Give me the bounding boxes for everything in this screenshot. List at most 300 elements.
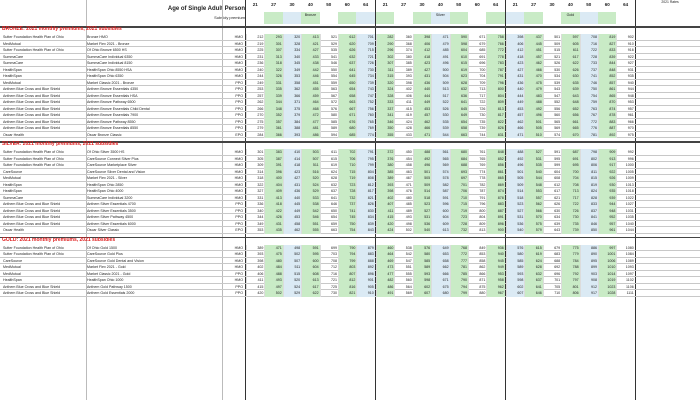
premium-cell: 778 — [468, 175, 486, 182]
premium-cell: 865 — [598, 93, 616, 100]
premium-cell: 827 — [598, 41, 616, 48]
premium-cell: 600 — [431, 208, 449, 215]
premium-cell: 471 — [394, 182, 412, 189]
network-cell: PPO — [235, 126, 243, 130]
premium-cell: 423 — [283, 169, 301, 176]
premium-cell: 387 — [264, 156, 282, 163]
premium-cell: 560 — [543, 112, 561, 119]
premium-cell: 765 — [468, 156, 486, 163]
premium-cell: 398 — [246, 258, 264, 265]
premium-cell: 459 — [301, 93, 319, 100]
premium-cell: 360 — [394, 34, 412, 41]
premium-cell: 659 — [320, 221, 338, 228]
premium-cell: 293 — [264, 34, 282, 41]
plan-cell: Oscar Bronze Classic — [87, 132, 122, 137]
premium-cell: 671 — [431, 277, 449, 284]
carrier-cell: Anthem Blue Cross and Blue Shield — [3, 221, 61, 226]
premium-cell: 484 — [264, 264, 282, 271]
plan-cell: Of Ohio Silver 3500 HS — [87, 150, 125, 154]
premium-cell: 471 — [413, 132, 431, 139]
premium-cell: 502 — [264, 290, 282, 297]
premium-cell: 535 — [431, 119, 449, 126]
premium-cell: 538 — [301, 201, 319, 208]
premium-cell: 530 — [543, 67, 561, 74]
premium-cell: 368 — [394, 41, 412, 48]
section-title: GOLD: 2021 monthly premiums, 2021 subsidies — [2, 236, 116, 243]
premium-cell: 476 — [394, 188, 412, 195]
premium-cell: 649 — [450, 112, 468, 119]
age-header: 30 — [419, 2, 425, 7]
premium-cell: 878 — [486, 195, 504, 202]
premium-cell: 1000 — [616, 162, 634, 169]
premium-cell: 663 — [320, 227, 338, 234]
premium-cell: 702 — [338, 149, 356, 156]
plan-cell: HealthSpan Ohio 6350 — [87, 74, 124, 78]
premium-cell: 1040 — [616, 221, 634, 228]
premium-cell: 428 — [394, 125, 412, 132]
premium-cell: 761 — [468, 149, 486, 156]
premium-cell: 880 — [468, 290, 486, 297]
premium-cell: 496 — [524, 112, 542, 119]
premium-cell: 791 — [486, 73, 504, 80]
premium-cell: 410 — [283, 149, 301, 156]
premium-cell: 1019 — [598, 277, 616, 284]
premium-cell: 765 — [356, 119, 374, 126]
premium-cell: 561 — [431, 149, 449, 156]
premium-cell: 547 — [394, 258, 412, 265]
plan-cell: Market Flex 2021 - Silver — [87, 176, 127, 180]
premium-cell: 687 — [561, 149, 579, 156]
premium-cell: 615 — [524, 245, 542, 252]
premium-cell: 680 — [431, 290, 449, 297]
premium-cell: 371 — [283, 99, 301, 106]
premium-cell: 431 — [506, 73, 524, 80]
premium-cell: 604 — [450, 47, 468, 54]
premium-cell: 787 — [468, 188, 486, 195]
premium-cell: 555 — [394, 271, 412, 278]
premium-cell: 527 — [524, 149, 542, 156]
premium-cell: 468 — [301, 106, 319, 113]
premium-cell: 796 — [468, 201, 486, 208]
premium-cell: 608 — [301, 271, 319, 278]
premium-cell: 632 — [524, 271, 542, 278]
premium-cell: 433 — [394, 132, 412, 139]
premium-cell: 746 — [580, 80, 598, 87]
premium-cell: 630 — [543, 208, 561, 215]
premium-cell: 819 — [598, 34, 616, 41]
premium-cell: 636 — [450, 93, 468, 100]
carrier-cell: MedMutual — [3, 41, 21, 46]
premium-cell: 357 — [264, 119, 282, 126]
age-header: 50 — [586, 2, 592, 7]
premium-cell: 462 — [413, 119, 431, 126]
premium-cell: 653 — [431, 251, 449, 258]
premium-cell: 535 — [524, 162, 542, 169]
premium-cell: 296 — [376, 47, 394, 54]
premium-cell: 716 — [580, 41, 598, 48]
premium-cell: 732 — [450, 227, 468, 234]
premium-cell: 896 — [486, 221, 504, 228]
premium-cell: 833 — [580, 201, 598, 208]
premium-cell: 730 — [561, 214, 579, 221]
premium-cell: 491 — [431, 54, 449, 61]
premium-cell: 821 — [338, 290, 356, 297]
premium-cell: 927 — [616, 60, 634, 67]
carrier-cell: MedMutual — [3, 176, 21, 180]
premium-cell: 833 — [598, 47, 616, 54]
premium-cell: 808 — [356, 175, 374, 182]
premium-cell: 449 — [413, 99, 431, 106]
premium-cell: 712 — [320, 264, 338, 271]
premium-cell: 639 — [543, 221, 561, 228]
premium-cell: 828 — [580, 195, 598, 202]
plan-cell: Anthem Bronze Pathway 8550 — [87, 119, 136, 124]
premium-cell: 333 — [376, 99, 394, 106]
network-cell: HMO — [234, 265, 243, 269]
plan-cell: SummaCare Individual 3200 — [87, 195, 133, 200]
premium-cell: 610 — [450, 54, 468, 61]
premium-cell: 728 — [450, 221, 468, 228]
premium-cell: 380 — [376, 162, 394, 169]
premium-cell: 691 — [468, 54, 486, 61]
premium-cell: 593 — [506, 271, 524, 278]
premium-cell: 844 — [598, 60, 616, 67]
premium-cell: 710 — [543, 290, 561, 297]
carrier-cell: Anthem Blue Cross and Blue Shield — [3, 291, 61, 295]
premium-cell: 602 — [506, 284, 524, 291]
premium-cell: 688 — [450, 162, 468, 169]
carrier-cell: HealthSpan — [3, 189, 22, 193]
carrier-cell: Sutter Foundation Health Plan of Ohio — [3, 156, 64, 161]
carrier-cell: MedMutual — [3, 80, 21, 85]
premium-cell: 413 — [301, 34, 319, 41]
premium-cell: 475 — [264, 251, 282, 258]
premium-cell: 611 — [561, 47, 579, 54]
premium-cell: 626 — [561, 67, 579, 74]
carrier-cell: Sutter Foundation Health Plan of Ohio — [3, 163, 64, 167]
premium-cell: 852 — [598, 73, 616, 80]
premium-cell: 396 — [264, 169, 282, 176]
premium-cell: 869 — [486, 182, 504, 189]
premium-cell: 931 — [616, 67, 634, 74]
premium-cell: 515 — [283, 271, 301, 278]
premium-cell: 504 — [431, 73, 449, 80]
premium-cell: 445 — [524, 41, 542, 48]
premium-cell: 538 — [394, 245, 412, 252]
network-cell: PPO — [235, 119, 243, 124]
premium-cell: 559 — [320, 80, 338, 87]
premium-cell: 641 — [320, 195, 338, 202]
premium-cell: 546 — [320, 60, 338, 67]
premium-cell: 717 — [468, 93, 486, 100]
premium-cell: 750 — [580, 86, 598, 93]
premium-cell: 713 — [561, 188, 579, 195]
premium-cell: 781 — [450, 264, 468, 271]
premium-cell: 849 — [468, 245, 486, 252]
premium-cell: 896 — [356, 271, 374, 278]
premium-cell: 784 — [561, 258, 579, 265]
premium-cell: 344 — [246, 214, 264, 221]
premium-cell: 502 — [394, 227, 412, 234]
premium-cell: 846 — [580, 221, 598, 228]
premium-cell: 794 — [338, 251, 356, 258]
premium-cell: 335 — [264, 86, 282, 93]
premium-cell: 824 — [580, 188, 598, 195]
premium-cell: 679 — [543, 245, 561, 252]
premium-cell: 406 — [394, 93, 412, 100]
premium-cell: 728 — [338, 188, 356, 195]
premium-cell: 661 — [561, 119, 579, 126]
premium-cell: 890 — [580, 251, 598, 258]
premium-cell: 345 — [283, 60, 301, 67]
plan-cell: CareSource Connect Silver Plus — [87, 156, 139, 161]
premium-cell: 966 — [616, 119, 634, 126]
premium-cell: 658 — [450, 125, 468, 132]
premium-cell: 739 — [561, 227, 579, 234]
premium-cell: 418 — [283, 162, 301, 169]
premium-cell: 803 — [338, 264, 356, 271]
premium-cell: 940 — [486, 251, 504, 258]
carrier-cell: SummaCare — [3, 54, 24, 59]
premium-cell: 774 — [356, 132, 374, 139]
premium-cell: 585 — [506, 258, 524, 265]
premium-cell: 935 — [598, 188, 616, 195]
carrier-cell: Anthem Blue Cross and Blue Shield — [3, 284, 61, 289]
premium-cell: 282 — [376, 34, 394, 41]
premium-cell: 726 — [468, 106, 486, 113]
carrier-cell: Anthem Blue Cross and Blue Shield — [3, 113, 61, 117]
premium-cell: 501 — [524, 119, 542, 126]
premium-cell: 507 — [283, 258, 301, 265]
plan-cell: HealthSpan Ohio 1000 — [87, 278, 124, 282]
premium-cell: 665 — [561, 125, 579, 132]
network-cell: HMO — [234, 35, 243, 39]
premium-cell: 754 — [580, 93, 598, 100]
premium-cell: 231 — [246, 54, 264, 61]
premium-cell: 710 — [450, 195, 468, 202]
premium-cell: 721 — [320, 277, 338, 284]
carrier-cell: Oscar Health — [3, 228, 24, 232]
premium-cell: 756 — [356, 106, 374, 113]
premium-cell: 800 — [486, 86, 504, 93]
premium-cell: 521 — [320, 34, 338, 41]
premium-cell: 791 — [356, 149, 374, 156]
premium-cell: 498 — [283, 245, 301, 252]
premium-cell: 372 — [376, 149, 394, 156]
premium-cell: 388 — [283, 125, 301, 132]
premium-cell: 1093 — [616, 264, 634, 271]
premium-cell: 975 — [616, 132, 634, 139]
premium-cell: 716 — [320, 271, 338, 278]
premium-cell: 617 — [561, 54, 579, 61]
carrier-cell: Anthem Blue Cross and Blue Shield — [3, 87, 61, 91]
premium-cell: 1080 — [616, 245, 634, 252]
premium-cell: 922 — [598, 169, 616, 176]
premium-cell: 524 — [301, 182, 319, 189]
premium-cell: 531 — [506, 214, 524, 221]
premium-cell: 529 — [320, 41, 338, 48]
premium-cell: 483 — [524, 93, 542, 100]
premium-cell: 567 — [320, 93, 338, 100]
premium-cell: 783 — [486, 60, 504, 67]
premium-cell: 791 — [468, 195, 486, 202]
premium-cell: 815 — [580, 175, 598, 182]
premium-cell: 398 — [394, 80, 412, 87]
premium-cell: 680 — [338, 125, 356, 132]
premium-cell: 449 — [283, 208, 301, 215]
premium-cell: 589 — [506, 264, 524, 271]
premium-cell: 540 — [524, 169, 542, 176]
premium-cell: 391 — [264, 162, 282, 169]
premium-cell: 957 — [598, 221, 616, 228]
premium-cell: 464 — [301, 99, 319, 106]
premium-cell: 496 — [431, 60, 449, 67]
premium-cell: 774 — [468, 169, 486, 176]
premium-cell: 511 — [283, 264, 301, 271]
plan-cell: HealthSpan Ohio 8550 HSA — [87, 67, 132, 72]
premium-cell: 848 — [486, 149, 504, 156]
section-title: BRONZE: 2021 monthly premiums, 2021 subsidies — [2, 26, 122, 32]
premium-cell: 806 — [561, 290, 579, 297]
premium-cell: 497 — [264, 284, 282, 291]
premium-cell: 358 — [283, 80, 301, 87]
plan-cell: Anthem Bronze Essentials Child Dental — [87, 106, 150, 111]
network-cell: PPO — [235, 113, 243, 117]
premium-cell: 249 — [246, 80, 264, 87]
premium-cell: 692 — [543, 264, 561, 271]
plan-cell: Market Classic 2021 - Gold — [87, 271, 131, 276]
premium-cell: 576 — [413, 245, 431, 252]
premium-cell: 557 — [524, 195, 542, 202]
premium-cell: 790 — [338, 245, 356, 252]
premium-cell: 527 — [413, 208, 431, 215]
premium-cell: 389 — [246, 245, 264, 252]
premium-cell: 362 — [283, 86, 301, 93]
premium-cell: 710 — [338, 162, 356, 169]
age-header: 60 — [474, 2, 480, 7]
premium-cell: 320 — [376, 80, 394, 87]
premium-cell: 451 — [301, 80, 319, 87]
premium-cell: 600 — [301, 258, 319, 265]
premium-cell: 916 — [616, 47, 634, 54]
premium-cell: 311 — [376, 67, 394, 74]
premium-cell: 566 — [524, 208, 542, 215]
plan-cell: Anthem Silver Pathway 4500 — [87, 215, 134, 219]
premium-cell: 649 — [431, 245, 449, 252]
age-header: 50 — [456, 2, 462, 7]
premium-cell: 240 — [246, 67, 264, 74]
premium-cell: 595 — [543, 156, 561, 163]
premium-cell: 489 — [394, 208, 412, 215]
premium-cell: 552 — [543, 99, 561, 106]
premium-cell: 488 — [524, 99, 542, 106]
premium-cell: 693 — [450, 169, 468, 176]
premium-cell: 486 — [301, 132, 319, 139]
premium-cell: 804 — [486, 93, 504, 100]
premium-cell: 398 — [413, 34, 431, 41]
age-header: 30 — [289, 2, 295, 7]
premium-cell: 529 — [283, 290, 301, 297]
plan-cell: Of Ohio Gold 1500 — [87, 245, 117, 250]
premium-cell: 576 — [506, 245, 524, 252]
premium-cell: 471 — [506, 132, 524, 139]
premium-cell: 481 — [301, 125, 319, 132]
premium-cell: 431 — [264, 221, 282, 228]
premium-cell: 597 — [561, 34, 579, 41]
premium-cell: 301 — [246, 149, 264, 156]
premium-cell: 236 — [246, 60, 264, 67]
premium-cell: 411 — [246, 277, 264, 284]
premium-cell: 816 — [338, 284, 356, 291]
premium-cell: 936 — [486, 245, 504, 252]
section-title: SILVER: 2021 monthly premiums, 2021 subsidies — [2, 141, 119, 147]
premium-cell: 645 — [338, 73, 356, 80]
premium-cell: 419 — [394, 112, 412, 119]
premium-cell: 992 — [616, 149, 634, 156]
premium-cell: 622 — [561, 60, 579, 67]
plan-cell: SummaCare Individual 6350 — [87, 54, 133, 59]
premium-cell: 948 — [598, 208, 616, 215]
premium-cell: 540 — [413, 227, 431, 234]
network-cell: HMO — [234, 48, 243, 52]
premium-cell: 595 — [301, 251, 319, 258]
premium-cell: 516 — [301, 169, 319, 176]
premium-cell: 608 — [543, 175, 561, 182]
premium-cell: 589 — [413, 264, 431, 271]
premium-cell: 641 — [338, 67, 356, 74]
premium-cell: 574 — [431, 169, 449, 176]
premium-cell: 613 — [301, 277, 319, 284]
premium-cell: 526 — [431, 106, 449, 113]
premium-cell: 1023 — [598, 284, 616, 291]
premium-cell: 670 — [561, 132, 579, 139]
premium-cell: 305 — [246, 156, 264, 163]
carrier-cell: MedMutual — [3, 265, 21, 269]
premium-cell: 945 — [486, 258, 504, 265]
premium-cell: 464 — [376, 251, 394, 258]
premium-cell: 706 — [338, 156, 356, 163]
premium-cell: 520 — [301, 175, 319, 182]
premium-cell: 709 — [468, 80, 486, 87]
premium-cell: 617 — [301, 284, 319, 291]
premium-cell: 331 — [246, 195, 264, 202]
premium-cell: 886 — [580, 245, 598, 252]
premium-cell: 679 — [468, 41, 486, 48]
premium-cell: 878 — [598, 112, 616, 119]
premium-cell: 521 — [543, 54, 561, 61]
age-header: 40 — [567, 2, 573, 7]
premium-cell: 769 — [356, 125, 374, 132]
premium-cell: 656 — [561, 112, 579, 119]
premium-cell: 453 — [413, 106, 431, 113]
premium-cell: 811 — [580, 169, 598, 176]
premium-cell: 1022 — [616, 195, 634, 202]
premium-cell: 909 — [598, 149, 616, 156]
premium-cell: 337 — [376, 106, 394, 113]
premium-cell: 607 — [413, 290, 431, 297]
premium-cell: 422 — [264, 208, 282, 215]
age-header: 40 — [437, 2, 443, 7]
premium-cell: 262 — [246, 99, 264, 106]
premium-cell: 671 — [468, 34, 486, 41]
premium-cell: 759 — [580, 99, 598, 106]
premium-cell: 635 — [561, 80, 579, 87]
premium-cell: 799 — [338, 258, 356, 265]
premium-cell: 542 — [394, 251, 412, 258]
premium-cell: 804 — [468, 214, 486, 221]
premium-cell: 400 — [264, 175, 282, 182]
premium-cell: 385 — [394, 60, 412, 67]
